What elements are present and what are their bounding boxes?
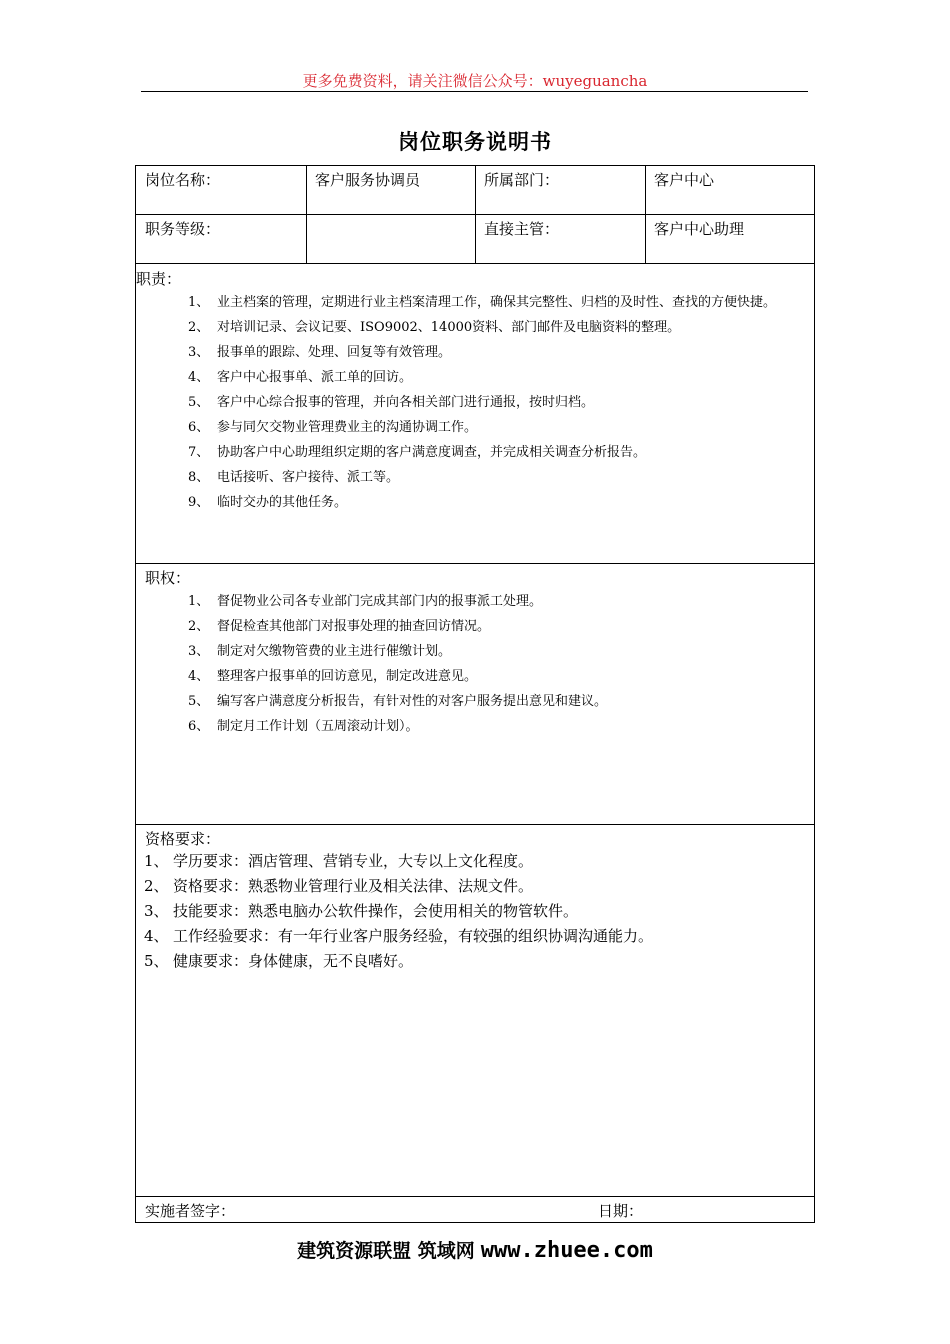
- department-value: 客户中心: [654, 171, 715, 189]
- authority-list: [188, 589, 808, 739]
- duties-list: [188, 290, 808, 515]
- list-item: 3、 报事单的跟踪、处理、回复等有效管理。: [188, 345, 452, 360]
- list-item: 3、 制定对欠缴物管费的业主进行催缴计划。: [188, 644, 452, 659]
- authority-heading: 职权：: [145, 569, 191, 587]
- list-item: 1、 学历要求：酒店管理、营销专业，大专以上文化程度。: [144, 852, 534, 870]
- list-item: 2、 对培训记录、会议记要、ISO9002、14000资料、部门邮件及电脑资料的整理。: [188, 320, 681, 335]
- list-item: 1、 督促物业公司各专业部门完成其部门内的报事派工处理。: [188, 594, 543, 609]
- list-item: 5、 健康要求：身体健康，无不良嗜好。: [144, 952, 414, 970]
- header-divider: [141, 91, 808, 92]
- department-label: 所属部门：: [484, 171, 560, 189]
- supervisor-label: 直接主管：: [484, 220, 560, 238]
- list-item: 2、 督促检查其他部门对报事处理的抽查回访情况。: [188, 619, 491, 634]
- column-divider: [306, 166, 307, 263]
- list-item: 5、 编写客户满意度分析报告，有针对性的对客户服务提出意见和建议。: [188, 694, 608, 709]
- list-item: 1、 业主档案的管理，定期进行业主档案清理工作，确保其完整性、归档的及时性、查找的方便快捷。: [188, 295, 777, 310]
- row-divider: [136, 824, 814, 825]
- qualifications-heading: 资格要求：: [145, 830, 221, 848]
- footer-brand: [0, 1236, 950, 1263]
- list-item: 4、 工作经验要求：有一年行业客户服务经验，有较强的组织协调沟通能力。: [144, 927, 654, 945]
- document-title: 岗位职务说明书: [398, 129, 552, 154]
- date-label: 日期：: [598, 1202, 644, 1220]
- list-item: 6、 制定月工作计划（五周滚动计划）。: [188, 719, 419, 734]
- list-item: 2、 资格要求：熟悉物业管理行业及相关法律、法规文件。: [144, 877, 534, 895]
- row-divider: [136, 1196, 814, 1197]
- list-item: 3、 技能要求：熟悉电脑办公软件操作，会使用相关的物管软件。: [144, 902, 579, 920]
- position-name-value: 客户服务协调员: [315, 171, 421, 189]
- list-item: 4、 整理客户报事单的回访意见，制定改进意见。: [188, 669, 478, 684]
- header-notice: 更多免费资料，请关注微信公众号：wuyeguancha: [302, 72, 648, 90]
- job-description-form: [135, 165, 815, 1223]
- column-divider: [475, 166, 476, 263]
- row-divider: [136, 263, 814, 264]
- list-item: 5、 客户中心综合报事的管理，并向各相关部门进行通报，按时归档。: [188, 395, 595, 410]
- list-item: 8、 电话接听、客户接待、派工等。: [188, 470, 400, 485]
- list-item: 9、 临时交办的其他任务。: [188, 495, 348, 510]
- footer-brand-name: 建筑资源联盟 筑域网: [297, 1240, 475, 1262]
- duties-heading: 职责：: [136, 270, 182, 288]
- list-item: 4、 客户中心报事单、派工单的回访。: [188, 370, 413, 385]
- supervisor-value: 客户中心助理: [654, 220, 745, 238]
- column-divider: [645, 166, 646, 263]
- qualifications-list: [144, 849, 804, 974]
- list-item: 7、 协助客户中心助理组织定期的客户满意度调查，并完成相关调查分析报告。: [188, 445, 647, 460]
- job-grade-label: 职务等级：: [145, 220, 221, 238]
- list-item: 6、 参与同欠交物业管理费业主的沟通协调工作。: [188, 420, 478, 435]
- signer-label: 实施者签字：: [145, 1202, 236, 1220]
- row-divider: [136, 563, 814, 564]
- position-name-label: 岗位名称：: [145, 171, 221, 189]
- footer-url: www.zhuee.com: [480, 1238, 653, 1263]
